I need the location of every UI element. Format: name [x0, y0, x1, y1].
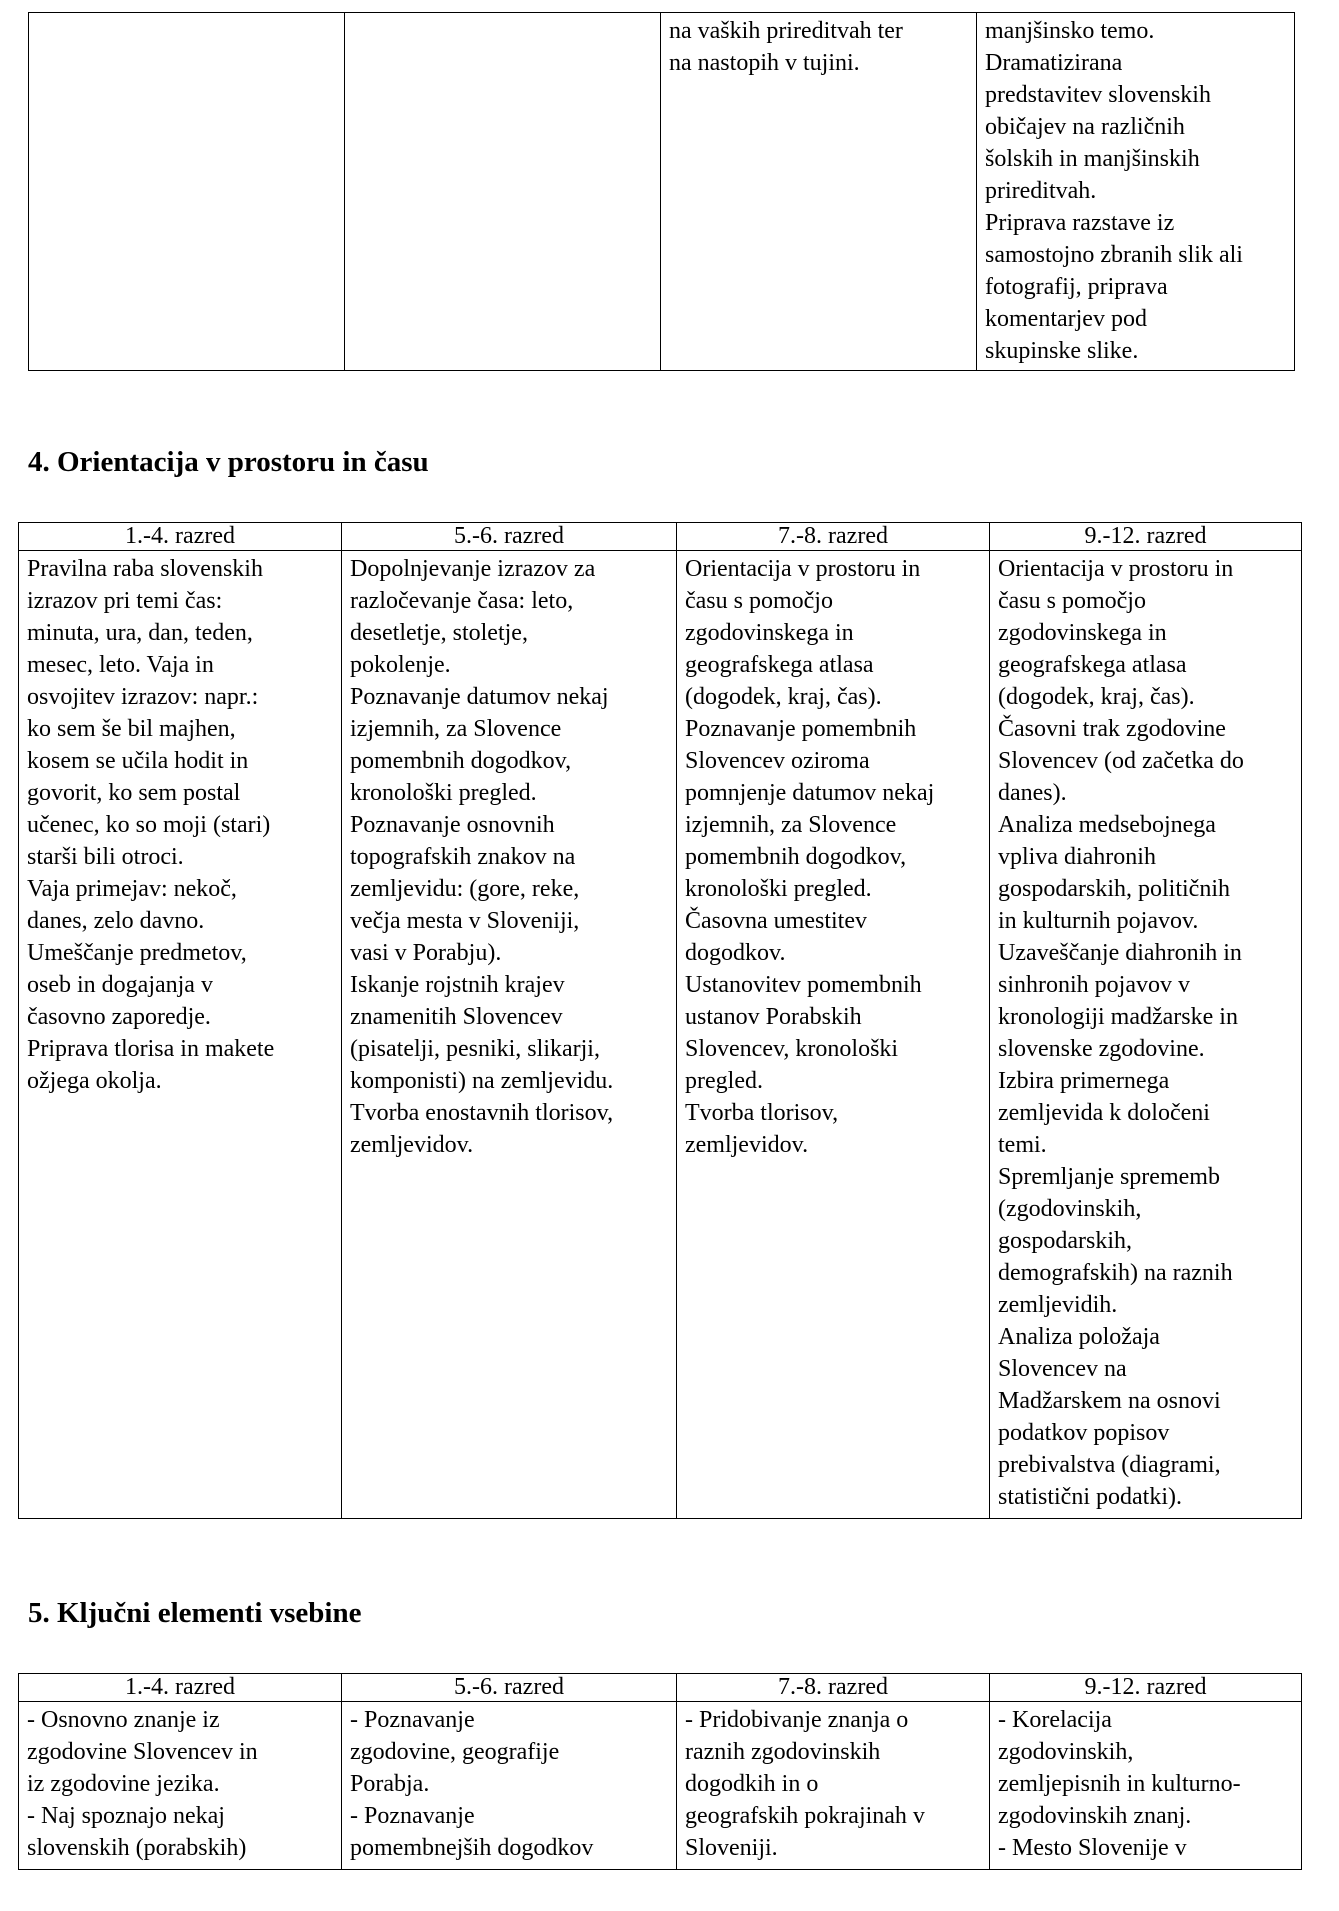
column-header: 7.-8. razred	[677, 523, 990, 551]
column-header: 1.-4. razred	[19, 1674, 342, 1702]
table-cell: manjšinsko temo. Dramatizirana predstavitev slovenskih običajev na različnih šolskih in manjšinskih prireditvah. Priprava razstave iz samostojno zbranih slik ali fotografij, priprava komentarjev pod skupinske slike.	[977, 13, 1295, 371]
continuation-table	[28, 12, 1295, 371]
column-header: 5.-6. razred	[342, 1674, 677, 1702]
column-header: 1.-4. razred	[19, 523, 342, 551]
table-cell	[29, 13, 345, 371]
table-cell: Orientacija v prostoru in času s pomočjo zgodovinskega in geografskega atlasa (dogodek, kraj, čas). Časovni trak zgodovine Slovencev (od začetka do danes). Analiza medsebojnega vpliva diahronih gospodarskih, političnih in kulturnih pojavov. Uzaveščanje diahronih in sinhronih pojavov v kronologiji madžarske in slovenske zgodovine. Izbira primernega zemljevida k določeni temi. Spremljanje sprememb (zgodovinskih, gospodarskih, demografskih) na raznih zemljevidih. Analiza položaja Slovencev na Madžarskem na osnovi podatkov popisov prebivalstva (diagrami, statistični podatki).	[990, 551, 1302, 1519]
section-5-table	[18, 1673, 1302, 1870]
table-row	[19, 551, 1302, 1519]
table-cell: Pravilna raba slovenskih izrazov pri temi čas: minuta, ura, dan, teden, mesec, leto. Vaja in osvojitev izrazov: napr.: ko sem še bil majhen, kosem se učila hodit in govorit, ko sem postal učenec, ko so moji (stari) starši bili otroci. Vaja primejav: nekoč, danes, zelo davno. Umeščanje predmetov, oseb in dogajanja v časovno zaporedje. Priprava tlorisa in makete ožjega okolja.	[19, 551, 342, 1519]
section-heading-5: 5. Ključni elementi vsebine	[28, 1597, 362, 1629]
column-header: 7.-8. razred	[677, 1674, 990, 1702]
column-header: 9.-12. razred	[990, 523, 1302, 551]
table-cell: - Osnovno znanje iz zgodovine Slovencev in iz zgodovine jezika. - Naj spoznajo nekaj slovenskih (porabskih)	[19, 1702, 342, 1870]
column-header: 5.-6. razred	[342, 523, 677, 551]
table-cell	[345, 13, 661, 371]
table-header-row	[19, 523, 1302, 551]
table-cell: - Pridobivanje znanja o raznih zgodovinskih dogodkih in o geografskih pokrajinah v Sloveniji.	[677, 1702, 990, 1870]
table-row	[29, 13, 1295, 371]
table-cell: na vaških prireditvah ter na nastopih v tujini.	[661, 13, 977, 371]
table-cell: - Korelacija zgodovinskih, zemljepisnih in kulturno- zgodovinskih znanj. - Mesto Slovenije v	[990, 1702, 1302, 1870]
column-header: 9.-12. razred	[990, 1674, 1302, 1702]
table-cell: - Poznavanje zgodovine, geografije Porabja. - Poznavanje pomembnejših dogodkov	[342, 1702, 677, 1870]
section-4-table	[18, 522, 1302, 1519]
table-cell: Dopolnjevanje izrazov za razločevanje časa: leto, desetletje, stoletje, pokolenje. Poznavanje datumov nekaj izjemnih, za Slovence pomembnih dogodkov, kronološki pregled. Poznavanje osnovnih topografskih znakov na zemljevidu: (gore, reke, večja mesta v Sloveniji, vasi v Porabju). Iskanje rojstnih krajev znamenitih Slovencev (pisatelji, pesniki, slikarji, komponisti) na zemljevidu. Tvorba enostavnih tlorisov, zemljevidov.	[342, 551, 677, 1519]
table-cell: Orientacija v prostoru in času s pomočjo zgodovinskega in geografskega atlasa (dogodek, kraj, čas). Poznavanje pomembnih Slovencev oziroma pomnjenje datumov nekaj izjemnih, za Slovence pomembnih dogodkov, kronološki pregled. Časovna umestitev dogodkov. Ustanovitev pomembnih ustanov Porabskih Slovencev, kronološki pregled. Tvorba tlorisov, zemljevidov.	[677, 551, 990, 1519]
table-row	[19, 1702, 1302, 1870]
table-header-row	[19, 1674, 1302, 1702]
section-heading-4: 4. Orientacija v prostoru in času	[28, 446, 429, 478]
